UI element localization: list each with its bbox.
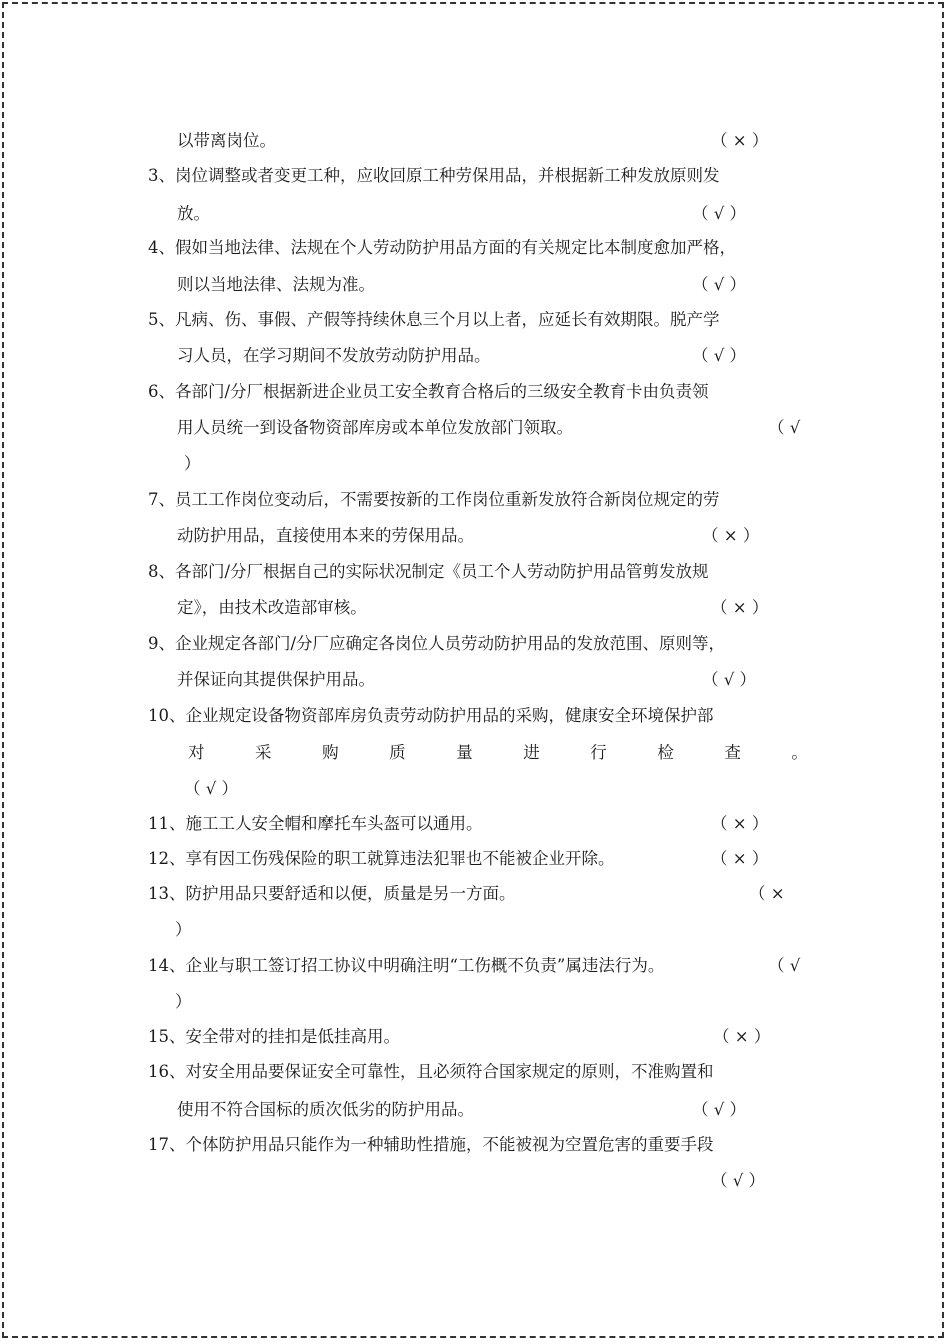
item-2-answer: （ × ） (711, 131, 769, 150)
item-3-line-1: 3、岗位调整或者变更工种，应收回原工种劳保用品，并根据新工种发放原则发 (148, 166, 720, 185)
item-6-answer-close: ） (184, 454, 201, 473)
item-10-char: 行 (590, 743, 607, 762)
item-4-answer: （ √ ） (692, 275, 747, 294)
item-10-char: 查 (724, 743, 741, 762)
item-4-line-2: 则以当地法律、法规为准。 (177, 275, 375, 294)
item-10-char: 采 (255, 743, 272, 762)
item-10-char: 检 (657, 743, 674, 762)
item-13-answer-close: ） (175, 920, 192, 939)
item-10-line-2 (188, 743, 808, 763)
item-16-line-2: 使用不符合国标的质次低劣的防护用品。 (177, 1100, 474, 1119)
item-2-line-1: 以带离岗位。 (177, 131, 276, 150)
item-16-line-1: 16、对安全用品要保证安全可靠性，且必须符合国家规定的原则，不准购置和 (148, 1062, 714, 1081)
document-page (2, 2, 944, 1338)
item-3-line-2: 放。 (177, 204, 210, 223)
item-14-line-1: 14、企业与职工签订招工协议中明确注明“工伤概不负责”属违法行为。 (148, 956, 665, 975)
item-10-char: 质 (389, 743, 406, 762)
item-15-line-1: 15、安全带对的挂扣是低挂高用。 (148, 1027, 400, 1046)
item-13-answer-open: （ × (749, 884, 785, 903)
item-17-line-1: 17、个体防护用品只能作为一种辅助性措施，不能被视为空置危害的重要手段 (148, 1135, 714, 1154)
item-10-char: 对 (188, 743, 205, 762)
item-8-line-2: 定》，由技术改造部审核。 (177, 598, 367, 617)
item-5-line-2: 习人员，在学习期间不发放劳动防护用品。 (177, 346, 491, 365)
item-10-char: 购 (322, 743, 339, 762)
item-9-line-2: 并保证向其提供保护用品。 (177, 670, 375, 689)
item-7-answer: （ × ） (702, 526, 760, 545)
item-13-line-1: 13、防护用品只要舒适和以便，质量是另一方面。 (148, 884, 516, 903)
item-8-answer: （ × ） (711, 598, 769, 617)
item-10-char: 进 (523, 743, 540, 762)
item-10-char: 。 (791, 743, 808, 762)
item-7-line-2: 动防护用品，直接使用本来的劳保用品。 (177, 526, 474, 545)
item-9-answer: （ √ ） (702, 670, 757, 689)
item-15-answer: （ × ） (713, 1027, 771, 1046)
item-16-answer: （ √ ） (692, 1100, 747, 1119)
item-14-answer-open: （ √ (768, 956, 801, 975)
item-4-line-1: 4、假如当地法律、法规在个人劳动防护用品方面的有关规定比本制度愈加严格， (148, 238, 736, 257)
item-5-answer: （ √ ） (692, 346, 747, 365)
item-12-line-1: 12、享有因工伤残保险的职工就算违法犯罪也不能被企业开除。 (148, 849, 615, 868)
item-14-answer-close: ） (175, 992, 192, 1011)
item-6-line-2: 用人员统一到设备物资部库房或本单位发放部门领取。 (177, 418, 573, 437)
item-8-line-1: 8、各部门/分厂根据自己的实际状况制定《员工个人劳动防护用品管剪发放规 (148, 562, 709, 581)
item-10-line-1: 10、企业规定设备物资部库房负责劳动防护用品的采购，健康安全环境保护部 (148, 706, 714, 725)
item-6-line-1: 6、各部门/分厂根据新进企业员工安全教育合格后的三级安全教育卡由负责领 (148, 382, 709, 401)
item-10-answer: （ √ ） (184, 779, 239, 798)
item-7-line-1: 7、员工工作岗位变动后，不需要按新的工作岗位重新发放符合新岗位规定的劳 (148, 490, 720, 509)
item-12-answer: （ × ） (711, 849, 769, 868)
item-10-char: 量 (456, 743, 473, 762)
item-17-answer: （ √ ） (711, 1171, 766, 1190)
item-5-line-1: 5、凡病、伤、事假、产假等持续休息三个月以上者，应延长有效期限。脱产学 (148, 310, 720, 329)
item-6-answer-open: （ √ (768, 418, 801, 437)
item-9-line-1: 9、企业规定各部门/分厂应确定各岗位人员劳动防护用品的发放范围、原则等， (148, 634, 726, 653)
item-11-line-1: 11、施工工人安全帽和摩托车头盔可以通用。 (148, 814, 483, 833)
item-3-answer: （ √ ） (692, 204, 747, 223)
item-11-answer: （ × ） (711, 814, 769, 833)
